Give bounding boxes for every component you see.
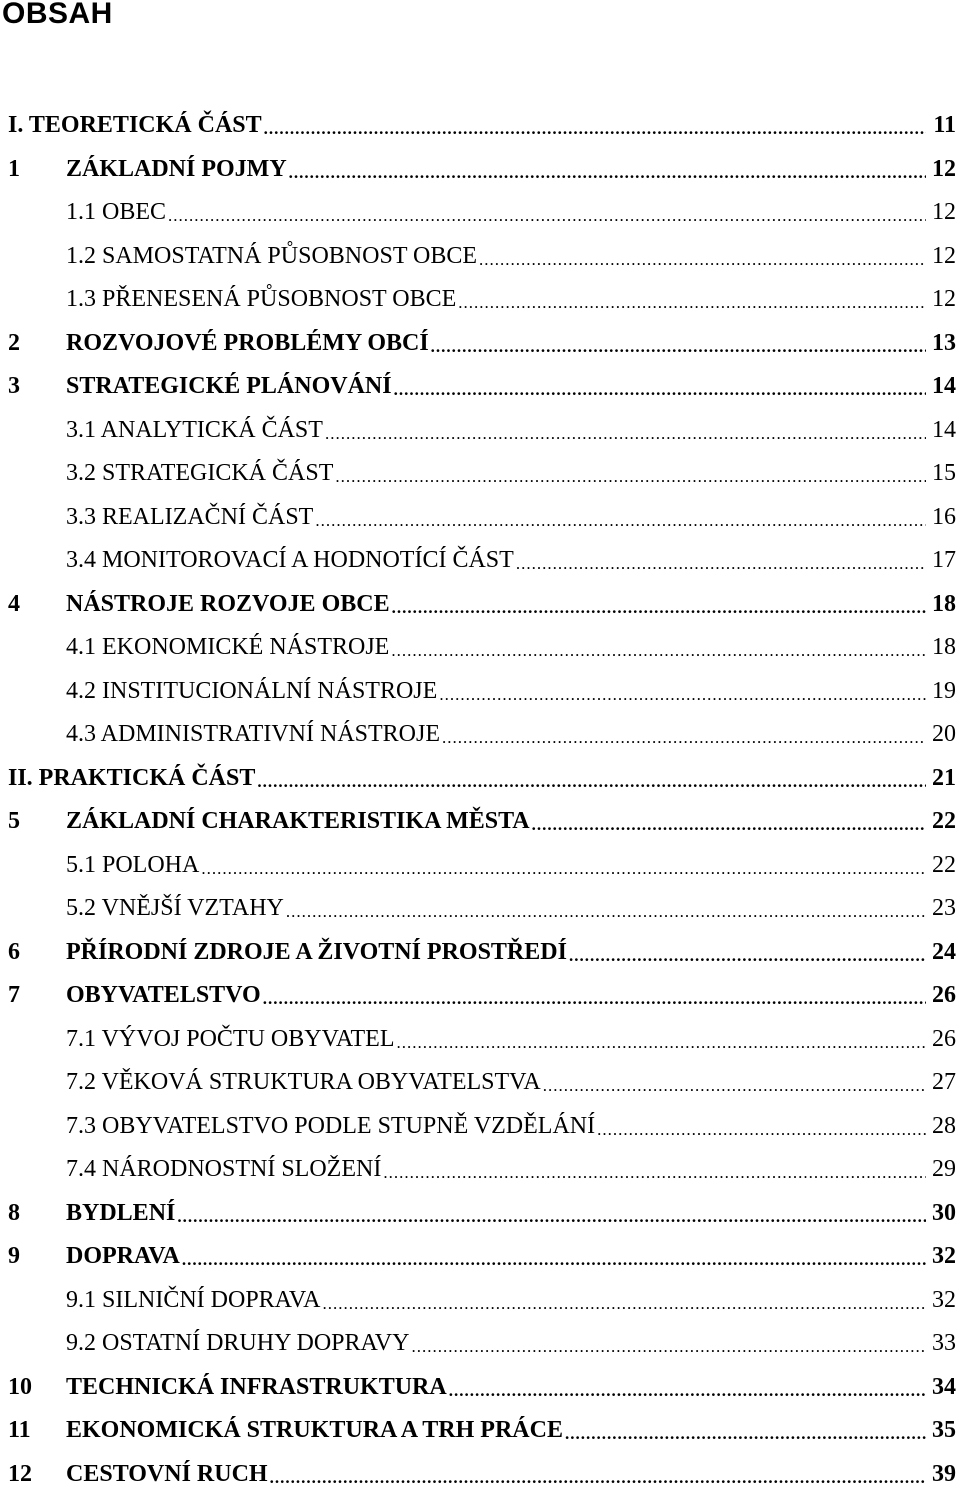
toc-entry-number: 11 — [8, 1409, 31, 1453]
toc-entry[interactable] — [0, 191, 960, 235]
toc-entry-title: TECHNICKÁ INFRASTRUKTURA — [66, 1374, 449, 1401]
toc-entry-line — [66, 844, 960, 888]
dot-leader — [479, 238, 926, 279]
toc-entry-title: 9.1 SILNIČNÍ DOPRAVA — [66, 1287, 322, 1314]
toc-entry[interactable] — [0, 1061, 960, 1105]
toc-entry-line — [66, 800, 960, 844]
toc-entry-page-number: 12 — [926, 199, 960, 226]
toc-entry-line — [66, 496, 960, 540]
toc-entry-title: ZÁKLADNÍ CHARAKTERISTIKA MĚSTA — [66, 808, 532, 835]
toc-entry-line — [66, 1061, 960, 1105]
toc-entry-title: ROZVOJOVÉ PROBLÉMY OBCÍ — [66, 330, 431, 357]
dot-leader — [516, 542, 926, 583]
toc-entry-page-number: 32 — [926, 1287, 960, 1314]
toc-entry[interactable] — [0, 887, 960, 931]
dot-leader — [411, 1325, 926, 1366]
toc-entry-page-number: 34 — [926, 1374, 960, 1401]
toc-entry-page-number: 14 — [926, 417, 960, 444]
toc-entry-line — [66, 1105, 960, 1149]
dot-leader — [270, 1456, 926, 1496]
toc-entry[interactable] — [0, 322, 960, 366]
toc-entry-page-number: 26 — [926, 982, 960, 1009]
toc-entry-page-number: 26 — [926, 1026, 960, 1053]
toc-entry-title: 4.3 ADMINISTRATIVNÍ NÁSTROJE — [66, 721, 442, 748]
toc-entry-number: 2 — [8, 322, 20, 366]
toc-entry-title: EKONOMICKÁ STRUKTURA A TRH PRÁCE — [66, 1417, 565, 1444]
toc-entry[interactable] — [0, 931, 960, 975]
toc-entry-title: 4.2 INSTITUCIONÁLNÍ NÁSTROJE — [66, 678, 439, 705]
toc-entry-title: 7.1 VÝVOJ POČTU OBYVATEL — [66, 1026, 396, 1053]
dot-leader — [565, 1412, 926, 1453]
toc-entry-number: 5 — [8, 800, 20, 844]
toc-entry-page-number: 18 — [926, 591, 960, 618]
toc-entry[interactable] — [0, 800, 960, 844]
dot-leader — [263, 977, 926, 1018]
toc-entry[interactable] — [0, 583, 960, 627]
toc-entry[interactable] — [0, 278, 960, 322]
dot-leader — [442, 716, 926, 757]
dot-leader — [597, 1108, 926, 1149]
toc-entry-line — [66, 974, 960, 1018]
dot-leader — [543, 1064, 926, 1105]
page-title: OBSAH — [2, 0, 113, 30]
toc-entry[interactable] — [0, 409, 960, 453]
toc-entry[interactable] — [0, 104, 960, 148]
toc-entry-page-number: 14 — [926, 373, 960, 400]
toc-entry-line — [66, 887, 960, 931]
toc-entry-title: 5.2 VNĚJŠÍ VZTAHY — [66, 895, 286, 922]
toc-entry-number: 4 — [8, 583, 20, 627]
toc-entry[interactable] — [0, 1279, 960, 1323]
toc-entry-title: PŘÍRODNÍ ZDROJE A ŽIVOTNÍ PROSTŘEDÍ — [66, 939, 569, 966]
toc-entry-page-number: 33 — [926, 1330, 960, 1357]
toc-entry-number: 12 — [8, 1453, 32, 1496]
toc-entry-line — [66, 1366, 960, 1410]
toc-entry-line — [66, 583, 960, 627]
dot-leader — [177, 1195, 926, 1236]
toc-entry-page-number: 32 — [926, 1243, 960, 1270]
toc-entry-page-number: 15 — [926, 460, 960, 487]
toc-entry-title: BYDLENÍ — [66, 1200, 177, 1227]
toc-entry-line — [66, 1409, 960, 1453]
toc-entry-page-number: 11 — [926, 112, 960, 139]
toc-entry-line — [66, 1235, 960, 1279]
toc-entry-title: 3.3 REALIZAČNÍ ČÁST — [66, 504, 315, 531]
toc-entry-page-number: 35 — [926, 1417, 960, 1444]
toc-entry-page-number: 12 — [926, 156, 960, 183]
toc-entry[interactable] — [0, 365, 960, 409]
toc-entry-line — [66, 322, 960, 366]
toc-entry-title: 9.2 OSTATNÍ DRUHY DOPRAVY — [66, 1330, 411, 1357]
toc-entry[interactable] — [0, 148, 960, 192]
toc-entry-title: 1.3 PŘENESENÁ PŮSOBNOST OBCE — [66, 286, 458, 313]
toc-entry[interactable] — [0, 670, 960, 714]
toc-entry-page-number: 16 — [926, 504, 960, 531]
toc-entry-page-number: 17 — [926, 547, 960, 574]
toc-entry-page-number: 23 — [926, 895, 960, 922]
dot-leader — [532, 803, 926, 844]
toc-entry-title: NÁSTROJE ROZVOJE OBCE — [66, 591, 392, 618]
toc-entry-page-number: 12 — [926, 243, 960, 270]
toc-entry-page-number: 20 — [926, 721, 960, 748]
toc-entry-page-number: 27 — [926, 1069, 960, 1096]
dot-leader — [569, 934, 926, 975]
dot-leader — [335, 455, 926, 496]
toc-entry[interactable] — [0, 713, 960, 757]
toc-entry[interactable] — [0, 1366, 960, 1410]
toc-entry[interactable] — [0, 235, 960, 279]
toc-entry[interactable] — [0, 1453, 960, 1496]
toc-entry-title: I. TEORETICKÁ ČÁST — [8, 112, 264, 139]
toc-entry-number: 9 — [8, 1235, 20, 1279]
dot-leader — [257, 760, 926, 801]
toc-entry-line — [66, 1279, 960, 1323]
toc-entry[interactable] — [0, 1018, 960, 1062]
dot-leader — [201, 847, 926, 888]
toc-entry-line — [66, 1192, 960, 1236]
dot-leader — [391, 629, 926, 670]
toc-entry-title: 4.1 EKONOMICKÉ NÁSTROJE — [66, 634, 391, 661]
toc-entry-title: 7.2 VĚKOVÁ STRUKTURA OBYVATELSTVA — [66, 1069, 543, 1096]
toc-entry-line — [66, 1322, 960, 1366]
dot-leader — [286, 890, 926, 931]
dot-leader — [182, 1238, 926, 1279]
dot-leader — [439, 673, 926, 714]
toc-entry[interactable] — [0, 626, 960, 670]
toc-entry-title: CESTOVNÍ RUCH — [66, 1461, 270, 1488]
toc-entry-title: 1.1 OBEC — [66, 199, 168, 226]
toc-entry-title: OBYVATELSTVO — [66, 982, 263, 1009]
toc-entry[interactable] — [0, 539, 960, 583]
dot-leader — [289, 151, 926, 192]
toc-entry[interactable] — [0, 452, 960, 496]
toc-entry-title: DOPRAVA — [66, 1243, 182, 1270]
dot-leader — [315, 499, 926, 540]
toc-entry-line — [66, 670, 960, 714]
toc-entry[interactable] — [0, 1409, 960, 1453]
toc-entry-page-number: 12 — [926, 286, 960, 313]
toc-entry-title: 3.1 ANALYTICKÁ ČÁST — [66, 417, 325, 444]
toc-entry[interactable] — [0, 844, 960, 888]
toc-entry-line — [66, 365, 960, 409]
toc-entry-page-number: 24 — [926, 939, 960, 966]
toc-entry-line — [66, 713, 960, 757]
toc-entry-page-number: 19 — [926, 678, 960, 705]
toc-entry[interactable] — [0, 1192, 960, 1236]
toc-entry-title: 5.1 POLOHA — [66, 852, 201, 879]
dot-leader — [396, 1021, 926, 1062]
toc-entry-title: 3.2 STRATEGICKÁ ČÁST — [66, 460, 335, 487]
toc-entry-title: STRATEGICKÉ PLÁNOVÁNÍ — [66, 373, 394, 400]
dot-leader — [449, 1369, 926, 1410]
toc-entry-line — [66, 626, 960, 670]
toc-entry[interactable] — [0, 1105, 960, 1149]
toc-entry-number: 1 — [8, 148, 20, 192]
toc-entry-number: 10 — [8, 1366, 32, 1410]
toc-entry-number: 8 — [8, 1192, 20, 1236]
toc-entry-page-number: 28 — [926, 1113, 960, 1140]
toc-entry[interactable] — [0, 1235, 960, 1279]
toc-entry[interactable] — [0, 757, 960, 801]
dot-leader — [168, 194, 926, 235]
toc-entry-page-number: 29 — [926, 1156, 960, 1183]
table-of-contents — [0, 104, 960, 1496]
toc-entry-line — [66, 191, 960, 235]
toc-entry-page-number: 21 — [926, 765, 960, 792]
dot-leader — [325, 412, 926, 453]
toc-entry[interactable] — [0, 974, 960, 1018]
toc-entry-line — [66, 235, 960, 279]
toc-entry-line — [66, 452, 960, 496]
dot-leader — [383, 1151, 926, 1192]
toc-entry-page-number: 18 — [926, 634, 960, 661]
toc-entry-title: 7.4 NÁRODNOSTNÍ SLOŽENÍ — [66, 1156, 383, 1183]
dot-leader — [264, 107, 926, 148]
dot-leader — [322, 1282, 926, 1323]
toc-entry-page-number: 22 — [926, 852, 960, 879]
toc-entry[interactable] — [0, 496, 960, 540]
dot-leader — [392, 586, 926, 627]
toc-entry-page-number: 39 — [926, 1461, 960, 1488]
dot-leader — [458, 281, 926, 322]
toc-entry-line — [66, 1148, 960, 1192]
toc-entry-title: 3.4 MONITOROVACÍ A HODNOTÍCÍ ČÁST — [66, 547, 516, 574]
toc-entry-line — [66, 148, 960, 192]
toc-entry[interactable] — [0, 1322, 960, 1366]
toc-entry-line — [66, 1453, 960, 1496]
dot-leader — [394, 368, 926, 409]
toc-entry-number: 6 — [8, 931, 20, 975]
toc-entry-title: II. PRAKTICKÁ ČÁST — [8, 765, 257, 792]
toc-entry[interactable] — [0, 1148, 960, 1192]
toc-entry-line — [66, 1018, 960, 1062]
toc-entry-title: 7.3 OBYVATELSTVO PODLE STUPNĚ VZDĚLÁNÍ — [66, 1113, 597, 1140]
toc-entry-number: 7 — [8, 974, 20, 1018]
toc-entry-title: ZÁKLADNÍ POJMY — [66, 156, 289, 183]
toc-entry-line — [66, 539, 960, 583]
toc-entry-title: 1.2 SAMOSTATNÁ PŮSOBNOST OBCE — [66, 243, 479, 270]
dot-leader — [431, 325, 926, 366]
toc-entry-number: 3 — [8, 365, 20, 409]
toc-entry-line — [8, 757, 960, 801]
toc-entry-page-number: 22 — [926, 808, 960, 835]
toc-entry-line — [66, 409, 960, 453]
toc-entry-line — [66, 931, 960, 975]
toc-entry-line — [66, 278, 960, 322]
toc-entry-page-number: 30 — [926, 1200, 960, 1227]
toc-entry-line — [8, 104, 960, 148]
toc-entry-page-number: 13 — [926, 330, 960, 357]
